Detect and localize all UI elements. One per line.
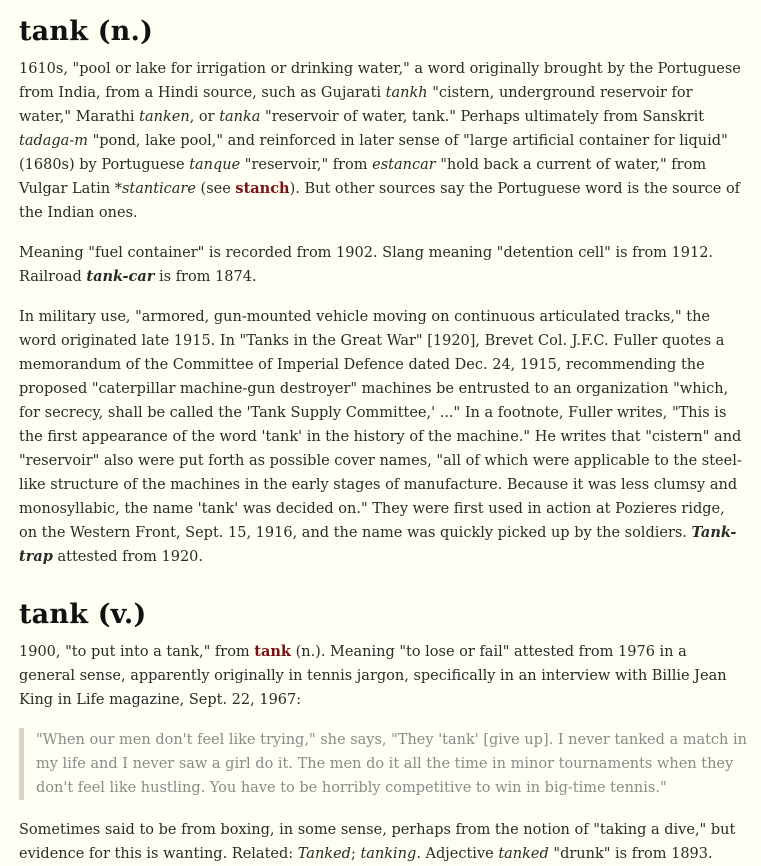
text-run: 1900, "to put into a tank," from [19, 644, 255, 660]
text-run: "hold back a current of water," from Vulgar Latin [19, 157, 707, 197]
text-run: "cistern, underground reservoir for water," Marathi [19, 85, 693, 125]
entry-paragraph [19, 640, 747, 712]
text-run: (n.). Meaning "to lose or fail" attested from 1976 in a general sense, apparently originally in tennis jargon, specifically in an interview with Billie Jean King in Life magazine, Sept. 22, 1967: [19, 644, 727, 708]
text-run: "reservoir of water, tank." Perhaps ultimately from Sanskrit [260, 109, 705, 125]
text-run: ; [350, 846, 361, 862]
text-run: "reservoir," from [240, 157, 373, 173]
text-run: attested from 1920. [52, 549, 204, 565]
cross-reference-link[interactable]: stanch [235, 180, 290, 197]
related-term: tank-car [86, 268, 155, 285]
italic-term: tankh [385, 85, 428, 101]
italic-term: estancar [372, 157, 436, 173]
text-run: , or [189, 109, 220, 125]
entry-title: tank (n.) [19, 16, 154, 47]
text-run: 1610s, "pool or lake for irrigation or drinking water," a word originally brought by the Portuguese from India, from a Hindi source, such as Gujarati [19, 61, 741, 101]
text-run: "drunk" is from 1893. [548, 846, 713, 862]
text-run: is from 1874. [154, 269, 257, 285]
text-run: . Adjective [416, 846, 499, 862]
italic-term: tanken [139, 109, 190, 125]
italic-term: Tanked [297, 846, 351, 862]
italic-term: tanked [498, 846, 549, 862]
entry-paragraph [19, 305, 747, 569]
entry-title: tank (v.) [19, 599, 147, 630]
quotation: "When our men don't feel like trying," she says, "They 'tank' [give up]. I never tanked a match in my life and I never saw a girl do it. The men do it all the time in minor tournaments when they don't feel like hustling. You have to be horribly competitive to win in big-time tennis." [19, 728, 747, 800]
italic-term: tanking [360, 846, 417, 862]
italic-term: tanka [219, 109, 261, 125]
text-run: Meaning "fuel container" is recorded from 1902. Slang meaning "detention cell" is from 1912. Railroad [19, 245, 714, 285]
text-run: "pond, lake pool," and reinforced in later sense of "large artificial container for liquid" (1680s) by Portuguese [19, 133, 728, 173]
entry-paragraph [19, 818, 747, 866]
text-run: ). But other sources say the Portuguese word is the source of the Indian ones. [19, 181, 741, 221]
entry-tank-verb [19, 599, 747, 866]
related-term: Tank-trap [19, 524, 737, 565]
italic-term: *stanticare [114, 181, 196, 197]
entry-paragraph [19, 241, 747, 289]
text-run: Sometimes said to be from boxing, in some sense, perhaps from the notion of "taking a dive," but evidence for this is wanting. Related: [19, 822, 736, 862]
entry-tank-noun [19, 16, 747, 569]
italic-term: tanque [189, 157, 241, 173]
text-run: In military use, "armored, gun-mounted vehicle moving on continuous articulated tracks," the word originated late 1915. In "Tanks in the Great War" [1920], Brevet Col. J.F.C. Fuller quotes a memorandum of the Committee of Imperial Defence dated Dec. 24, 1915, recommending the proposed "caterpillar machine-gun destroyer" machines be entrusted to an organization "which, for secrecy, shall be called the 'Tank Supply Committee,' ..." In a footnote, Fuller writes, "This is the first appearance of the word 'tank' in the history of the machine." He writes that "cistern" and "reservoir" also were put forth as possible cover names, "all of which were applicable to the steel-like structure of the machines in the early stages of manufacture. Because it was less clumsy and monosyllabic, the name 'tank' was decided on." They were first used in action at Pozieres ridge, on the Western Front, Sept. 15, 1916, and the name was quickly picked up by the soldiers. [19, 309, 742, 541]
entry-paragraph [19, 57, 747, 225]
italic-term: tadaga-m [19, 133, 88, 149]
text-run: (see [195, 181, 236, 197]
cross-reference-link[interactable]: tank [254, 643, 291, 660]
